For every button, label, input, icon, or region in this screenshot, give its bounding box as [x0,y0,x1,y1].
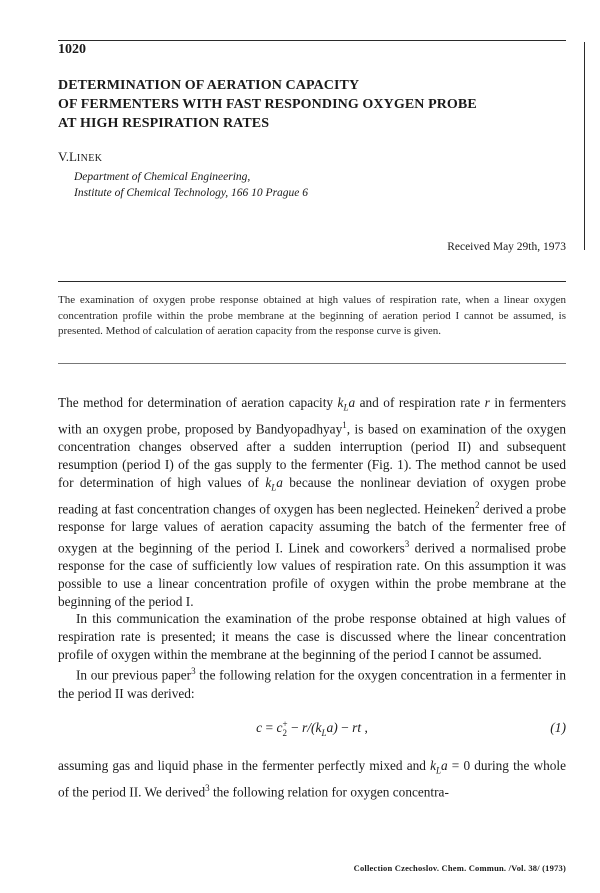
paragraph-1: The method for determination of aeration capacity $k_La$ and of respiration rate r in fermenters with an oxygen probe, proposed by Bandyopadhyay$^1$, is based on examination of the oxygen concentration changes observed after a sudden interruption (period II) and subsequent resumption (period I) of the gas supply to the fermenter (Fig. 1). The method cannot be used for determination of high values of $k_La$ because the nonlinear deviation of oxygen probe reading at fast concentration changes of oxygen has been neglected. Heineken$^2$ derived a probe response for large values of aeration capacity assuming the batch of the fermenter free of oxygen at the beginning of the period I. Linek and coworkers$^3$ derived a normalised probe response for the case of sufficiently low values of respiration rate. On this assumption it was possible to use a linear concentration profile of oxygen within the probe membrane at the beginning of the period I. [58,395,567,609]
equation-number: (1) [550,720,566,735]
body-text [58,394,566,702]
article-title [58,76,558,133]
abstract-bottom-rule [58,363,566,364]
abstract: The examination of oxygen probe response obtained at high values of respiration rate, when a linear oxygen concentration profile within the probe membrane at the beginning of aeration period I cannot be assumed, is presented. Method of calculation of aeration capacity from the response curve is given. [58,294,566,338]
title-line: OF FERMENTERS WITH FAST RESPONDING OXYGEN PROBE [58,97,477,112]
equation-expression: c = c + 2 − $r/(k_La)$ − rt , [256,719,368,738]
page-number: 1020 [58,42,86,57]
header-rule [58,40,566,41]
title-line: DETERMINATION OF AERATION CAPACITY [58,78,360,93]
title-line: AT HIGH RESPIRATION RATES [58,116,270,131]
abstract-top-rule [58,281,566,282]
paragraph-4: assuming gas and liquid phase in the fermenter perfectly mixed and $k_La = 0$ during the whole of the period II. We derived$^3$ the following relation for oxygen concentra- [58,758,566,800]
journal-footer: Collection Czechoslov. Chem. Commun. /Vol. 38/ (1973) [353,863,566,873]
paragraph-3: In our previous paper$^3$ the following relation for the oxygen concentration in a fermenter in the period II was derived: [58,666,566,701]
received-date: Received May 29th, 1973 [447,241,566,253]
author-name: V.LINEK [58,149,103,164]
equation-1 [58,720,566,740]
paragraph-2: In this communication the examination of the probe response obtained at high values of respiration rate is presented; it means the case is discussed where the linear concentration profile of oxygen within the membrane at the beginning of the period I cannot be assumed. [58,611,566,662]
affiliation-line-2: Institute of Chemical Technology, 166 10 Prague 6 [74,187,309,199]
right-margin-rule [584,42,585,250]
affiliation-line-1: Department of Chemical Engineering, [74,171,251,183]
